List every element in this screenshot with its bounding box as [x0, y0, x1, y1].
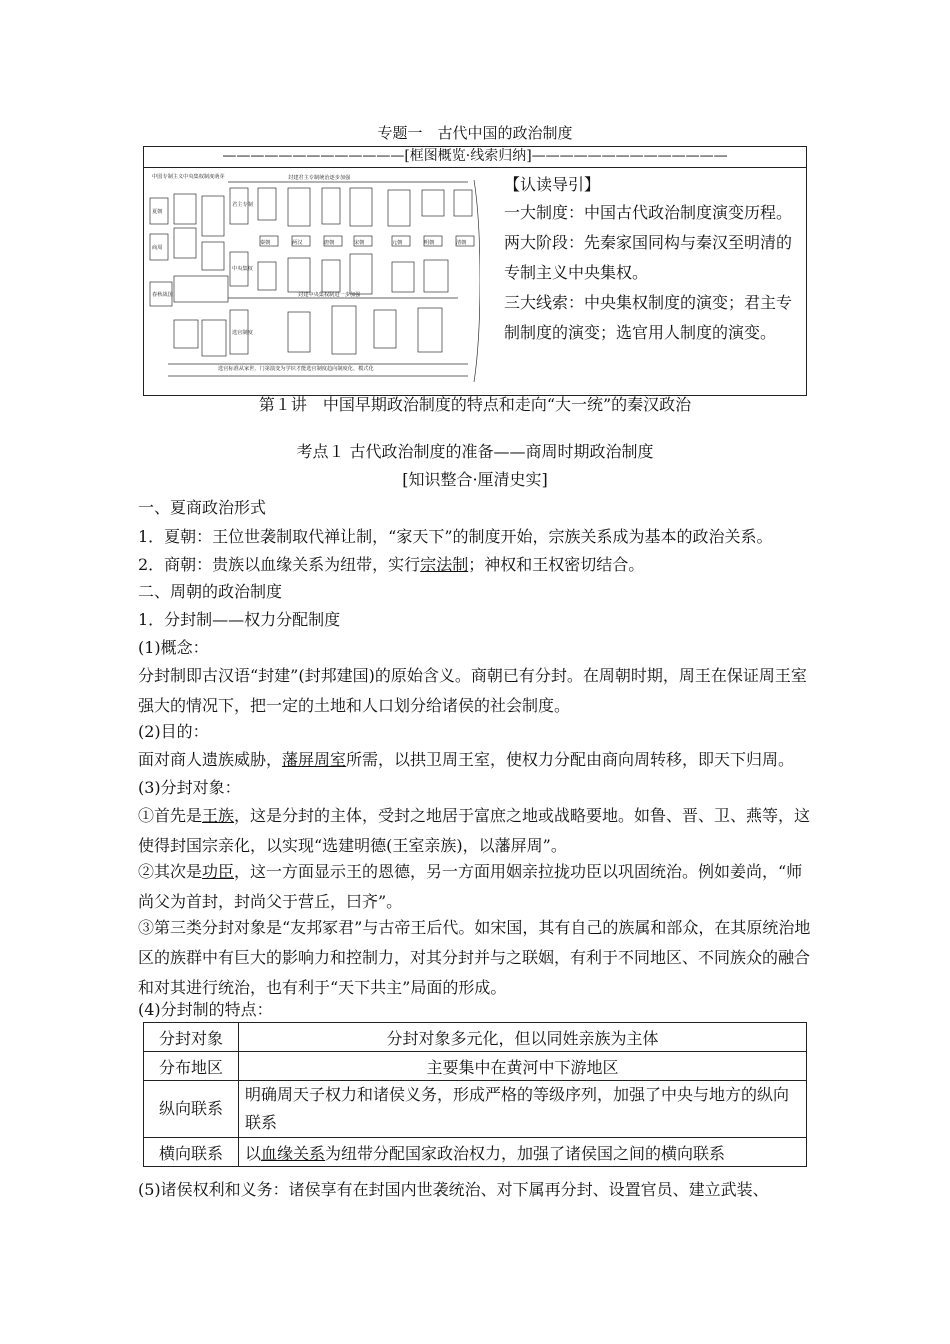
row2-box	[288, 258, 310, 292]
early-box	[202, 242, 224, 270]
paragraph: 2．商朝：贵族以血缘关系为纽带，实行宗法制；神权和王权密切结合。	[138, 555, 645, 574]
row3-box	[418, 308, 442, 352]
early-box	[174, 194, 196, 224]
table-row: 分封对象 分封对象多元化，但以同姓亲族为主体	[144, 1023, 807, 1052]
svg-text:君主专制: 君主专制	[232, 202, 253, 208]
row2-box	[322, 260, 340, 292]
svg-text:两汉: 两汉	[292, 240, 303, 246]
table-row: 横向联系 以血缘关系为纽带分配国家政治权力，加强了诸侯国之间的横向联系	[144, 1138, 807, 1167]
row2-box	[258, 262, 276, 290]
row1-box	[454, 190, 472, 216]
row3-box	[174, 320, 198, 348]
row3-box	[202, 320, 226, 356]
row1-box	[322, 188, 340, 224]
topic-title: 专题一 古代中国的政治制度	[377, 124, 573, 142]
features-table	[143, 1022, 807, 1167]
svg-text:商周: 商周	[152, 245, 163, 251]
svg-text:明朝: 明朝	[424, 240, 435, 246]
early-box	[202, 196, 224, 236]
row3-box	[374, 310, 396, 348]
svg-text:中央集权: 中央集权	[232, 266, 253, 272]
paragraph: ①首先是王族，这是分封的主体，受封之地居于富庶之地或战略要地。如鲁、晋、卫、燕等，这使得封国宗亲化，以实现“选建明德(王室亲族)，以藩屏周”。	[138, 806, 811, 855]
guide-title: 【认读导引】	[504, 175, 601, 194]
point-title: 考点１ 古代政治制度的准备——商周时期政治制度	[296, 442, 654, 461]
paragraph: 分封制即古汉语“封建”(封邦建国)的原始含义。商朝已有分封。在周朝时期，周王在保证周王室强大的情况下，把一定的土地和人口划分给诸侯的社会制度。	[138, 666, 807, 715]
frame-heading: —————————————[框图概览·线索归纳]——————————————	[143, 146, 807, 168]
row3-box	[332, 306, 356, 354]
svg-text:选官标准从家世、门第演变为学识才能选官制度趋向制度化、模式化: 选官标准从家世、门第演变为学识才能选官制度趋向制度化、模式化	[218, 366, 374, 372]
guide-line: 两大阶段：先秦家国同构与秦汉至明清的专制主义中央集权。	[504, 233, 793, 282]
subheading: (3)分封对象：	[138, 778, 241, 797]
guide-line: 三大线索：中央集权制度的演变；君主专制制度的演变；选官用人制度的演变。	[504, 293, 793, 342]
section-heading: 二、周朝的政治制度	[138, 582, 283, 601]
row1-box	[388, 190, 410, 226]
evolution-diagram	[148, 170, 480, 392]
row1-box	[288, 188, 310, 226]
early-box	[174, 276, 228, 302]
reading-guide	[504, 170, 804, 348]
paragraph: 1．夏朝：王位世袭制取代禅让制，“家天下”的制度开始，宗族关系成为基本的政治关系。	[138, 527, 773, 546]
row2-box	[350, 254, 372, 294]
row1-box	[350, 188, 372, 226]
svg-text:春秋战国: 春秋战国	[152, 292, 173, 298]
paragraph: ②其次是功臣，这一方面显示王的恩德，另一方面用姻亲拉拢功臣以巩固统治。例如姜尚，“师尚父为首封，封尚父于营丘，曰齐”。	[138, 862, 803, 911]
subheading: (2)目的：	[138, 722, 209, 741]
diagram-left-title: 中国专制主义中央集权制度萌芽	[152, 174, 225, 180]
row2-box	[424, 260, 448, 292]
svg-text:宋朝: 宋朝	[354, 240, 365, 246]
svg-text:选官制度: 选官制度	[232, 330, 253, 336]
section-heading: 一、夏商政治形式	[138, 498, 267, 517]
paragraph: ③第三类分封对象是“友邦冢君”与古帝王后代。如宋国，其有自己的族属和部众，在其原统治地区的族群中有巨大的影响力和控制力，对其分封并与之联姻，有利于不同地区、不同族众的融合和对其进行统治，也有利于“天下共主”局面的形成。	[138, 918, 811, 997]
svg-text:封建君主专制统治逐步加强: 封建君主专制统治逐步加强	[288, 175, 351, 181]
row1-box	[422, 190, 444, 216]
paragraph: (5)诸侯权利和义务：诸侯享有在封国内世袭统治、对下属再分封、设置官员、建立武装、	[138, 1180, 769, 1199]
row3-box	[288, 312, 310, 352]
point-subtitle: [知识整合·厘清史实]	[402, 470, 548, 489]
guide-line: 一大制度：中国古代政治制度演变历程。	[504, 203, 793, 222]
table-row: 分布地区 主要集中在黄河中下游地区	[144, 1052, 807, 1081]
svg-text:唐朝: 唐朝	[324, 240, 335, 246]
subheading: (1)概念：	[138, 638, 209, 657]
svg-text:秦朝: 秦朝	[260, 240, 271, 246]
subheading: 1．分封制——权力分配制度	[138, 610, 341, 629]
subheading: (4)分封制的特点：	[138, 1000, 273, 1019]
svg-text:元朝: 元朝	[392, 240, 403, 246]
row1-box	[258, 188, 276, 220]
lecture-title: 第１讲 中国早期政治制度的特点和走向“大一统”的秦汉政治	[258, 395, 692, 414]
svg-text:清朝: 清朝	[456, 240, 467, 246]
svg-text:封建中央集权制进一步加强: 封建中央集权制进一步加强	[298, 292, 361, 298]
table-row: 纵向联系 明确周天子权力和诸侯义务，形成严格的等级序列，加强了中央与地方的纵向联系	[144, 1081, 807, 1138]
row2-box	[392, 262, 414, 292]
svg-text:夏朝: 夏朝	[152, 209, 163, 215]
early-box	[174, 228, 196, 258]
paragraph: 面对商人遗族威胁，藩屏周室所需，以拱卫周王室，使权力分配由商向周转移，即天下归周。	[138, 750, 795, 769]
